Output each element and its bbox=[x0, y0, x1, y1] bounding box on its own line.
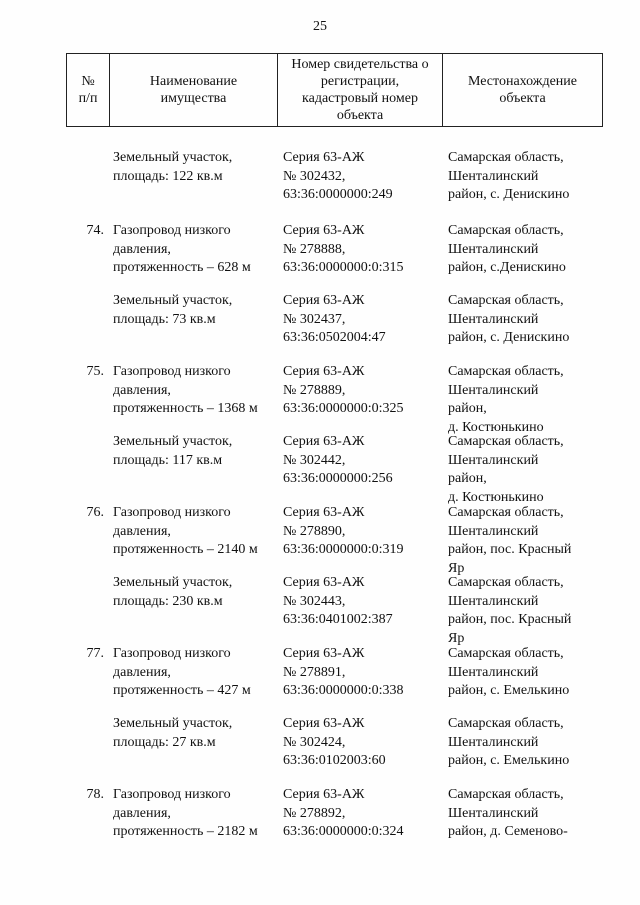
cell-line: 63:36:0000000:0:325 bbox=[283, 401, 404, 416]
cell-number: 76. bbox=[86, 505, 104, 520]
table-row bbox=[66, 504, 602, 578]
cell-line: площадь: 27 кв.м bbox=[113, 734, 216, 750]
cell-line: площадь: 122 кв.м bbox=[113, 168, 223, 184]
cell-number: 75. bbox=[86, 364, 104, 379]
cell-line: давления, bbox=[113, 664, 171, 680]
cell-name bbox=[109, 786, 277, 842]
cell-line: Газопровод низкого bbox=[113, 223, 231, 238]
cell-line: Серия 63-АЖ bbox=[283, 434, 365, 449]
cell-name bbox=[109, 574, 277, 648]
cell-location bbox=[442, 715, 602, 771]
cell-line: район, bbox=[448, 401, 487, 416]
cell-number: 77. bbox=[86, 646, 104, 661]
cell-line: давления, bbox=[113, 382, 171, 398]
cell-line: давления, bbox=[113, 805, 171, 821]
header-line: объекта bbox=[499, 91, 546, 106]
cell-line: № 278888, bbox=[283, 241, 346, 257]
cell-line: Шенталинский bbox=[448, 168, 539, 184]
cell-name bbox=[109, 433, 277, 507]
cell-line: протяженность – 2182 м bbox=[113, 824, 258, 839]
table-row bbox=[66, 149, 602, 205]
cell-line: Земельный участок, bbox=[113, 716, 233, 731]
cell-line: район, bbox=[448, 471, 487, 486]
cell-line: Серия 63-АЖ bbox=[283, 364, 365, 379]
cell-location bbox=[442, 433, 602, 507]
cell-registration bbox=[277, 645, 442, 701]
cell-registration bbox=[277, 786, 442, 842]
cell-line: протяженность – 628 м bbox=[113, 260, 251, 275]
cell-line: № 302437, bbox=[283, 311, 346, 327]
cell-location bbox=[442, 292, 602, 348]
cell-name bbox=[109, 363, 277, 437]
cell-line: Самарская область, bbox=[448, 646, 564, 661]
column-header-registration bbox=[278, 54, 443, 127]
cell-line: Земельный участок, bbox=[113, 293, 233, 308]
cell-number bbox=[66, 292, 109, 348]
cell-location bbox=[442, 149, 602, 205]
cell-line: Самарская область, bbox=[448, 716, 564, 731]
cell-line: Серия 63-АЖ bbox=[283, 716, 365, 731]
cell-line: Самарская область, bbox=[448, 434, 564, 449]
cell-line: протяженность – 1368 м bbox=[113, 401, 258, 416]
cell-line: Шенталинский bbox=[448, 805, 539, 821]
cell-line: Серия 63-АЖ bbox=[283, 575, 365, 590]
cell-line: район, пос. Красный bbox=[448, 612, 572, 627]
cell-line: протяженность – 2140 м bbox=[113, 542, 258, 557]
cell-line: Яр bbox=[448, 560, 465, 576]
cell-line: Серия 63-АЖ bbox=[283, 646, 365, 661]
cell-name bbox=[109, 715, 277, 771]
cell-line: давления, bbox=[113, 523, 171, 539]
cell-line: площадь: 230 кв.м bbox=[113, 593, 223, 609]
cell-line: Самарская область, bbox=[448, 505, 564, 520]
cell-line: Самарская область, bbox=[448, 150, 564, 165]
header-line: № bbox=[81, 74, 95, 89]
column-header-number bbox=[67, 54, 110, 127]
cell-line: 63:36:0000000:0:324 bbox=[283, 824, 404, 839]
cell-name bbox=[109, 222, 277, 278]
cell-line: № 302424, bbox=[283, 734, 346, 750]
cell-line: Шенталинский bbox=[448, 241, 539, 257]
cell-line: Земельный участок, bbox=[113, 150, 233, 165]
cell-number bbox=[66, 715, 109, 771]
cell-registration bbox=[277, 715, 442, 771]
cell-line: Серия 63-АЖ bbox=[283, 150, 365, 165]
cell-line: Серия 63-АЖ bbox=[283, 293, 365, 308]
header-line: регистрации, bbox=[320, 74, 400, 89]
table-row bbox=[66, 433, 602, 507]
cell-registration bbox=[277, 504, 442, 578]
cell-location bbox=[442, 504, 602, 578]
cell-line: район, с.Денискино bbox=[448, 260, 566, 275]
cell-line: 63:36:0000000:0:315 bbox=[283, 260, 404, 275]
header-line: имущества bbox=[160, 91, 227, 106]
cell-line: № 278889, bbox=[283, 382, 346, 398]
cell-line: Газопровод низкого bbox=[113, 646, 231, 661]
cell-line: район, с. Денискино bbox=[448, 187, 570, 202]
cell-line: № 302442, bbox=[283, 452, 346, 468]
cell-line: Яр bbox=[448, 630, 465, 646]
cell-registration bbox=[277, 433, 442, 507]
cell-line: Самарская область, bbox=[448, 223, 564, 238]
cell-registration bbox=[277, 363, 442, 437]
cell-line: 63:36:0000000:0:319 bbox=[283, 542, 404, 557]
cell-registration bbox=[277, 222, 442, 278]
column-header-location bbox=[443, 54, 603, 127]
cell-line: Шенталинский bbox=[448, 382, 539, 398]
cell-name bbox=[109, 292, 277, 348]
cell-location bbox=[442, 363, 602, 437]
table-row bbox=[66, 645, 602, 701]
cell-line: район, с. Емелькино bbox=[448, 683, 570, 698]
cell-location bbox=[442, 574, 602, 648]
cell-line: № 278891, bbox=[283, 664, 346, 680]
cell-registration bbox=[277, 149, 442, 205]
column-header-name bbox=[110, 54, 278, 127]
cell-line: д. Костюнькино bbox=[448, 419, 544, 435]
cell-name bbox=[109, 149, 277, 205]
cell-line: Шенталинский bbox=[448, 593, 539, 609]
table-row bbox=[66, 786, 602, 842]
cell-line: Земельный участок, bbox=[113, 434, 233, 449]
cell-line: Земельный участок, bbox=[113, 575, 233, 590]
cell-line: Самарская область, bbox=[448, 575, 564, 590]
cell-line: Газопровод низкого bbox=[113, 505, 231, 520]
table-row bbox=[66, 715, 602, 771]
cell-location bbox=[442, 222, 602, 278]
cell-number bbox=[66, 433, 109, 507]
cell-line: Шенталинский bbox=[448, 523, 539, 539]
cell-line: Серия 63-АЖ bbox=[283, 505, 365, 520]
cell-line: № 278892, bbox=[283, 805, 346, 821]
cell-registration bbox=[277, 292, 442, 348]
cell-registration bbox=[277, 574, 442, 648]
cell-line: 63:36:0000000:256 bbox=[283, 471, 393, 486]
cell-line: 63:36:0401002:387 bbox=[283, 612, 393, 627]
cell-line: д. Костюнькино bbox=[448, 489, 544, 505]
cell-line: Серия 63-АЖ bbox=[283, 223, 365, 238]
header-line: кадастровый номер bbox=[302, 91, 418, 106]
cell-line: № 278890, bbox=[283, 523, 346, 539]
cell-line: 63:36:0000000:249 bbox=[283, 187, 393, 202]
table-row bbox=[66, 574, 602, 648]
cell-line: площадь: 117 кв.м bbox=[113, 452, 223, 468]
cell-line: Шенталинский bbox=[448, 664, 539, 680]
header-line: объекта bbox=[336, 108, 384, 123]
cell-line: 63:36:0102003:60 bbox=[283, 753, 386, 768]
table-row bbox=[66, 363, 602, 437]
table-row bbox=[66, 292, 602, 348]
cell-name bbox=[109, 645, 277, 701]
cell-line: район, пос. Красный bbox=[448, 542, 572, 557]
cell-line: протяженность – 427 м bbox=[113, 683, 251, 698]
cell-line: Самарская область, bbox=[448, 293, 564, 308]
cell-number: 78. bbox=[86, 787, 104, 802]
cell-number bbox=[66, 149, 109, 205]
cell-location bbox=[442, 645, 602, 701]
cell-line: Самарская область, bbox=[448, 364, 564, 379]
cell-number bbox=[66, 574, 109, 648]
cell-line: 63:36:0502004:47 bbox=[283, 330, 386, 345]
cell-line: Самарская область, bbox=[448, 787, 564, 802]
page-number: 25 bbox=[313, 19, 327, 34]
table-row bbox=[66, 222, 602, 278]
cell-line: № 302443, bbox=[283, 593, 346, 609]
cell-line: Шенталинский bbox=[448, 734, 539, 750]
header-line: Наименование bbox=[149, 74, 238, 89]
cell-line: район, д. Семеново- bbox=[448, 824, 568, 839]
cell-line: 63:36:0000000:0:338 bbox=[283, 683, 404, 698]
cell-location bbox=[442, 786, 602, 842]
cell-line: площадь: 73 кв.м bbox=[113, 311, 216, 327]
cell-line: давления, bbox=[113, 241, 171, 257]
cell-line: № 302432, bbox=[283, 168, 346, 184]
cell-line: Газопровод низкого bbox=[113, 364, 231, 379]
cell-line: Газопровод низкого bbox=[113, 787, 231, 802]
cell-line: район, с. Денискино bbox=[448, 330, 570, 345]
header-line: Местонахождение bbox=[467, 74, 577, 89]
cell-number: 74. bbox=[86, 223, 104, 238]
table-header bbox=[66, 53, 603, 127]
cell-line: Шенталинский bbox=[448, 452, 539, 468]
cell-line: Шенталинский bbox=[448, 311, 539, 327]
cell-line: Серия 63-АЖ bbox=[283, 787, 365, 802]
header-line: п/п bbox=[78, 91, 98, 106]
cell-name bbox=[109, 504, 277, 578]
header-line: Номер свидетельства о bbox=[291, 57, 429, 72]
cell-line: район, с. Емелькино bbox=[448, 753, 570, 768]
